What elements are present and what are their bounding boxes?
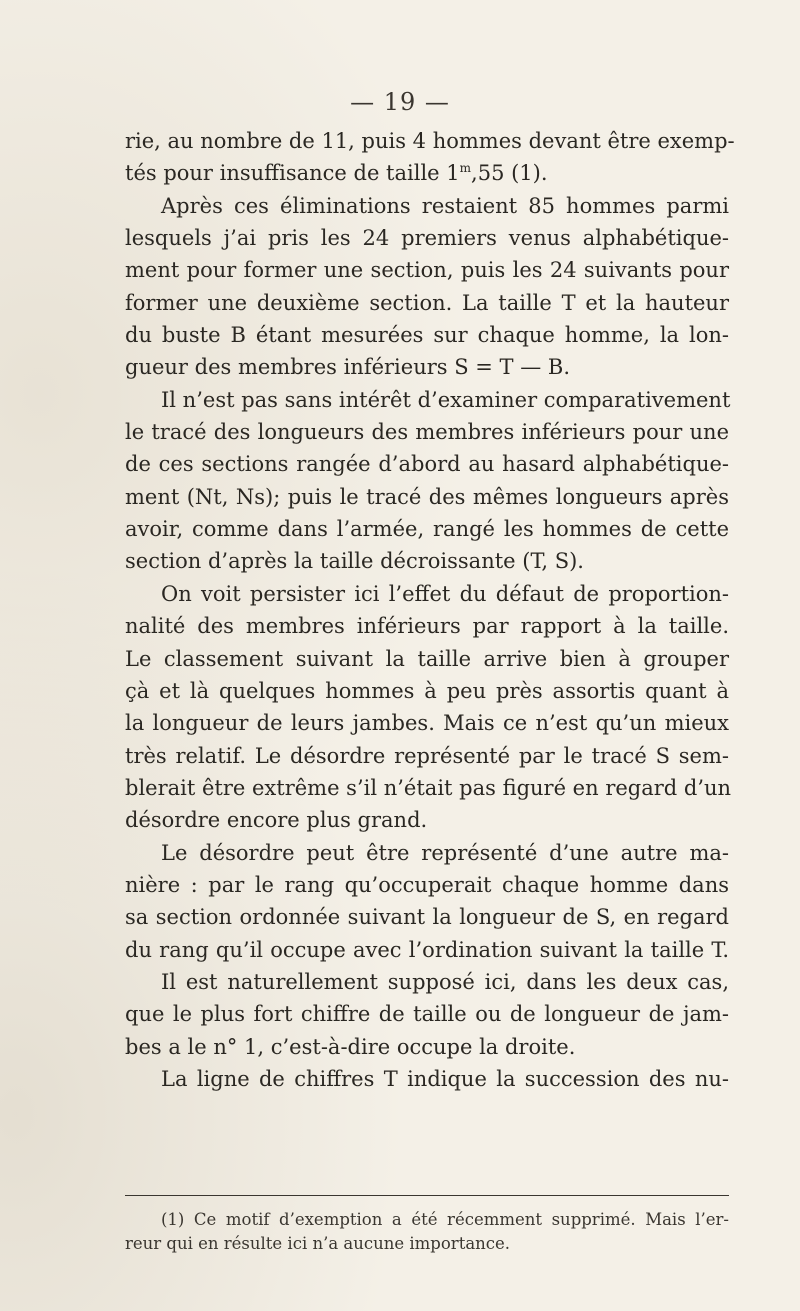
text-line: ment pour former une section, puis les 24 suivants pour	[125, 258, 729, 283]
text-line: que le plus fort chiffre de taille ou de longueur de jam-	[125, 1002, 729, 1027]
text-line: La ligne de chiffres T indique la succession des nu-	[161, 1066, 729, 1091]
text-line: Après ces éliminations restaient 85 hommes parmi	[161, 193, 729, 218]
text-line: Il n’est pas sans intérêt d’examiner comparativement	[161, 387, 731, 412]
text-line: nière : par le rang qu’occuperait chaque homme dans	[125, 872, 729, 897]
unit-superscript: m	[459, 161, 472, 176]
text-line: bes a le n° 1, c’est-à-dire occupe la droite.	[125, 1034, 576, 1059]
text-line: lesquels j’ai pris les 24 premiers venus alphabétique-	[125, 226, 729, 251]
text-line: la longueur de leurs jambes. Mais ce n’est qu’un mieux	[125, 711, 729, 736]
text-line: très relatif. Le désordre représenté par le tracé S sem-	[125, 743, 729, 768]
text-line: rie, au nombre de 11, puis 4 hommes devant être exemp-	[125, 129, 735, 153]
text-line: ment (Nt, Ns); puis le tracé des mêmes longueurs après	[125, 484, 729, 509]
text-line: de ces sections rangée d’abord au hasard alphabétique-	[125, 452, 729, 477]
text-line: section d’après la taille décroissante (T, S).	[125, 549, 584, 574]
footnote	[125, 1208, 729, 1256]
text-line: Il est naturellement supposé ici, dans les deux cas,	[161, 969, 729, 994]
text-line: avoir, comme dans l’armée, rangé les hommes de cette	[125, 517, 729, 542]
text-line: blerait être extrême s’il n’était pas figuré en regard d’un	[125, 775, 732, 800]
text-line: On voit persister ici l’effet du défaut de proportion-	[161, 581, 729, 606]
footnote-line: reur qui en résulte ici n’a aucune importance.	[125, 1234, 511, 1253]
text-line: gueur des membres inférieurs S = T — B.	[125, 355, 571, 380]
text-line: du buste B étant mesurées sur chaque homme, la lon-	[125, 323, 729, 348]
text-line-segment: tés pour insuffisance de taille 1	[125, 161, 460, 186]
text-line: nalité des membres inférieurs par rapport à la taille.	[125, 614, 729, 639]
text-line: former une deuxième section. La taille T et la hauteur	[125, 290, 729, 315]
text-line: le tracé des longueurs des membres inférieurs pour une	[125, 420, 729, 445]
text-line: du rang qu’il occupe avec l’ordination suivant la taille T.	[125, 937, 729, 962]
footnote-divider	[125, 1195, 729, 1196]
text-line: Le désordre peut être représenté d’une autre ma-	[161, 840, 729, 865]
text-line: sa section ordonnée suivant la longueur de S, en regard	[125, 905, 729, 930]
page-number: — 19 —	[350, 88, 450, 116]
text-line	[125, 157, 729, 189]
text-line-segment: ,55 (1).	[471, 161, 548, 186]
body-text	[125, 125, 735, 1095]
text-line: désordre encore plus grand.	[125, 808, 428, 833]
text-line: çà et là quelques hommes à peu près assortis quant à	[125, 678, 729, 703]
text-line: Le classement suivant la taille arrive bien à grouper	[125, 646, 729, 671]
footnote-line: (1) Ce motif d’exemption a été récemment supprimé. Mais l’er-	[161, 1210, 729, 1229]
